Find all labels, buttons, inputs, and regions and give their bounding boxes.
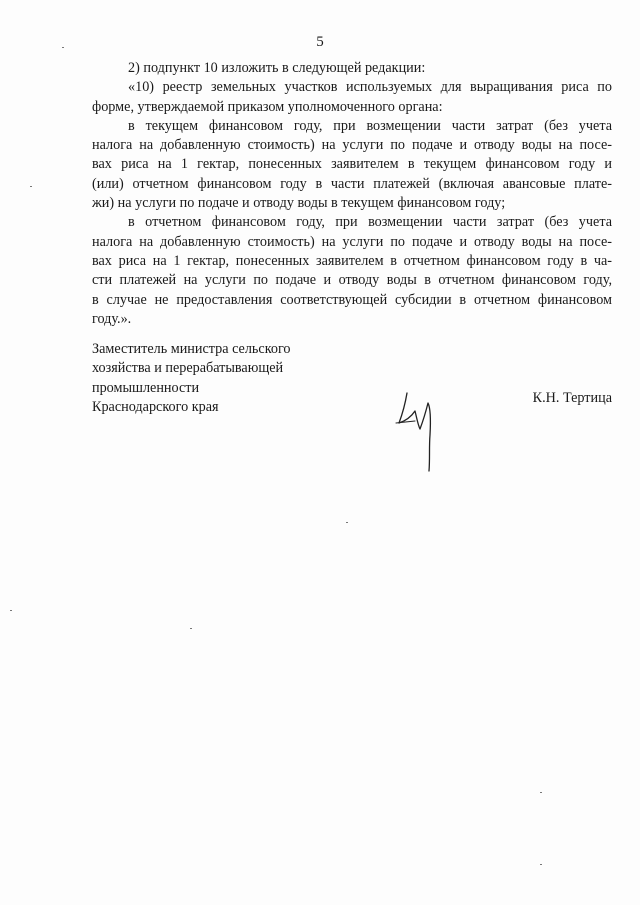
document-body	[92, 59, 612, 329]
paragraph-3-line-4: (или) отчетном финансовом году в части платежей (включая авансовые плате-	[92, 175, 612, 192]
paragraph-3-line-5: жи) на услуги по подаче и отводу воды в текущем финансовом году;	[92, 195, 506, 212]
scan-speck	[190, 628, 192, 629]
scan-speck	[10, 610, 12, 611]
paragraph-2-line-1: «10) реестр земельных участков используемых для выращивания риса по	[128, 79, 612, 96]
scan-speck	[62, 47, 64, 48]
paragraph-3-line-3: вах риса на 1 гектар, понесенных заявителем в текущем финансовом году и	[92, 156, 612, 173]
paragraph-4-line-4: сти платежей на услуги по подаче и отводу воды в отчетном финансовом году,	[92, 272, 612, 289]
signatory-title-line-4: Краснодарского края	[92, 398, 219, 415]
paragraph-4-line-6: году.».	[92, 310, 132, 327]
paragraph-4-line-3: вах риса на 1 гектар, понесенных заявителем в отчетном финансовом году в ча-	[92, 252, 612, 269]
paragraph-1-line-1: 2) подпункт 10 изложить в следующей редакции:	[128, 60, 426, 76]
scan-speck	[540, 792, 542, 793]
paragraph-2-line-2: форме, утверждаемой приказом уполномоченного органа:	[92, 98, 443, 115]
signatory-title-line-3: промышленности	[92, 379, 200, 396]
signatory-title	[92, 340, 291, 417]
signatory-title-line-1: Заместитель министра сельского	[92, 341, 291, 357]
signatory-title-line-2: хозяйства и перерабатывающей	[92, 360, 284, 377]
page-number: 5	[316, 34, 324, 50]
paragraph-4-line-1: в отчетном финансовом году, при возмещении части затрат (без учета	[128, 214, 612, 231]
paragraph-4-line-2: налога на добавленную стоимость) на услуги по подаче и отводу воды на посе-	[92, 233, 612, 250]
signatory-name: К.Н. Тертица	[532, 390, 612, 406]
paragraph-3-line-1: в текущем финансовом году, при возмещении части затрат (без учета	[128, 117, 612, 134]
handwritten-signature-icon	[393, 385, 453, 480]
scan-speck	[540, 864, 542, 865]
scan-speck	[346, 522, 348, 523]
paragraph-4-line-5: в случае не предоставления соответствующей субсидии в отчетном финансовом	[92, 291, 612, 308]
paragraph-3-line-2: налога на добавленную стоимость) на услуги по подаче и отводу воды на посе-	[92, 137, 612, 154]
scan-speck	[30, 186, 32, 187]
